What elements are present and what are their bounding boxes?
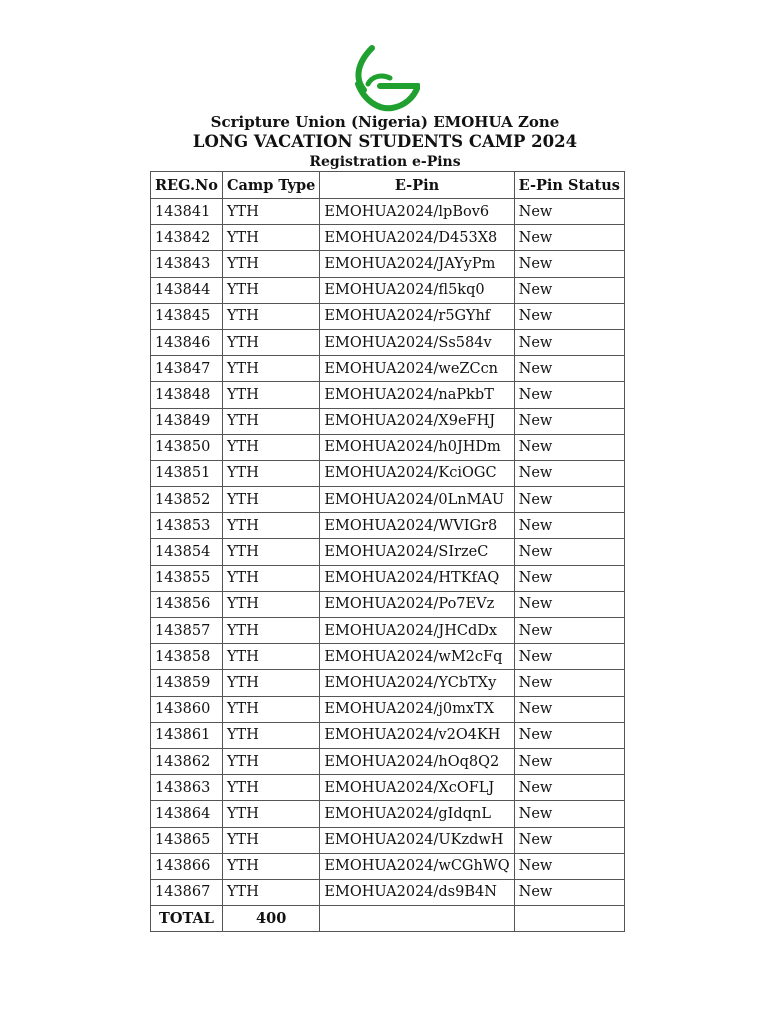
reg-no-cell: 143859	[151, 670, 223, 696]
table-row	[151, 591, 625, 617]
epin-cell: EMOHUA2024/X9eFHJ	[320, 408, 514, 434]
epin-cell: EMOHUA2024/j0mxTX	[320, 696, 514, 722]
reg-no-cell: 143847	[151, 356, 223, 382]
epin-status-cell: New	[514, 199, 624, 225]
camp-type-cell: YTH	[222, 696, 319, 722]
reg-no-cell: 143864	[151, 801, 223, 827]
epin-cell: EMOHUA2024/wCGhWQ	[320, 853, 514, 879]
total-value: 400	[222, 906, 319, 932]
document-header	[150, 113, 620, 172]
reg-no-cell: 143845	[151, 303, 223, 329]
table-row	[151, 225, 625, 251]
epin-status-cell: New	[514, 853, 624, 879]
camp-subtitle: Registration e-Pins	[309, 154, 461, 170]
epin-cell: EMOHUA2024/0LnMAU	[320, 487, 514, 513]
camp-type-cell: YTH	[222, 513, 319, 539]
table-row	[151, 748, 625, 774]
reg-no-cell: 143863	[151, 775, 223, 801]
epin-status-cell: New	[514, 513, 624, 539]
reg-no-cell: 143848	[151, 382, 223, 408]
table-row	[151, 329, 625, 355]
camp-type-cell: YTH	[222, 408, 319, 434]
reg-no-cell: 143865	[151, 827, 223, 853]
column-header-epin: E-Pin	[320, 172, 514, 199]
epin-status-cell: New	[514, 434, 624, 460]
camp-type-cell: YTH	[222, 853, 319, 879]
epin-status-cell: New	[514, 748, 624, 774]
organization-title: Scripture Union (Nigeria) EMOHUA Zone	[210, 113, 560, 131]
camp-type-cell: YTH	[222, 618, 319, 644]
camp-type-cell: YTH	[222, 801, 319, 827]
camp-type-cell: YTH	[222, 460, 319, 486]
epin-status-cell: New	[514, 251, 624, 277]
epin-status-cell: New	[514, 801, 624, 827]
camp-type-cell: YTH	[222, 356, 319, 382]
epin-table	[150, 171, 625, 932]
camp-type-cell: YTH	[222, 199, 319, 225]
reg-no-cell: 143853	[151, 513, 223, 539]
table-row	[151, 199, 625, 225]
epin-status-cell: New	[514, 827, 624, 853]
epin-cell: EMOHUA2024/SIrzeC	[320, 539, 514, 565]
epin-cell: EMOHUA2024/fl5kq0	[320, 277, 514, 303]
epin-cell: EMOHUA2024/r5GYhf	[320, 303, 514, 329]
epin-status-cell: New	[514, 565, 624, 591]
column-header-camp-type: Camp Type	[222, 172, 319, 199]
epin-cell: EMOHUA2024/h0JHDm	[320, 434, 514, 460]
epin-status-cell: New	[514, 382, 624, 408]
total-empty-cell	[320, 906, 514, 932]
epin-status-cell: New	[514, 591, 624, 617]
table-row	[151, 644, 625, 670]
reg-no-cell: 143850	[151, 434, 223, 460]
epin-cell: EMOHUA2024/WVIGr8	[320, 513, 514, 539]
camp-type-cell: YTH	[222, 539, 319, 565]
reg-no-cell: 143851	[151, 460, 223, 486]
camp-type-cell: YTH	[222, 434, 319, 460]
table-row	[151, 722, 625, 748]
reg-no-cell: 143858	[151, 644, 223, 670]
epin-cell: EMOHUA2024/Ss584v	[320, 329, 514, 355]
table-row	[151, 460, 625, 486]
camp-type-cell: YTH	[222, 382, 319, 408]
table-row	[151, 879, 625, 905]
reg-no-cell: 143857	[151, 618, 223, 644]
camp-type-cell: YTH	[222, 879, 319, 905]
total-row	[151, 906, 625, 932]
table-row	[151, 853, 625, 879]
epin-status-cell: New	[514, 539, 624, 565]
epin-status-cell: New	[514, 460, 624, 486]
camp-type-cell: YTH	[222, 644, 319, 670]
epin-cell: EMOHUA2024/wM2cFq	[320, 644, 514, 670]
epin-status-cell: New	[514, 277, 624, 303]
scripture-union-logo-icon	[350, 44, 420, 114]
camp-type-cell: YTH	[222, 225, 319, 251]
epin-status-cell: New	[514, 644, 624, 670]
reg-no-cell: 143852	[151, 487, 223, 513]
reg-no-cell: 143866	[151, 853, 223, 879]
camp-title	[150, 132, 620, 172]
epin-cell: EMOHUA2024/lpBov6	[320, 199, 514, 225]
table-row	[151, 827, 625, 853]
table-row	[151, 303, 625, 329]
camp-type-cell: YTH	[222, 748, 319, 774]
camp-type-cell: YTH	[222, 277, 319, 303]
table-body	[151, 199, 625, 906]
reg-no-cell: 143841	[151, 199, 223, 225]
epin-status-cell: New	[514, 879, 624, 905]
reg-no-cell: 143843	[151, 251, 223, 277]
epin-cell: EMOHUA2024/JHCdDx	[320, 618, 514, 644]
camp-type-cell: YTH	[222, 565, 319, 591]
table-row	[151, 618, 625, 644]
epin-status-cell: New	[514, 775, 624, 801]
reg-no-cell: 143849	[151, 408, 223, 434]
epin-cell: EMOHUA2024/naPkbT	[320, 382, 514, 408]
column-header-epin-status: E-Pin Status	[514, 172, 624, 199]
reg-no-cell: 143842	[151, 225, 223, 251]
camp-type-cell: YTH	[222, 329, 319, 355]
table-row	[151, 565, 625, 591]
table-header-row	[151, 172, 625, 199]
table-row	[151, 801, 625, 827]
table-row	[151, 382, 625, 408]
epin-cell: EMOHUA2024/v2O4KH	[320, 722, 514, 748]
epin-status-cell: New	[514, 487, 624, 513]
epin-status-cell: New	[514, 356, 624, 382]
table-row	[151, 696, 625, 722]
epin-cell: EMOHUA2024/gIdqnL	[320, 801, 514, 827]
camp-type-cell: YTH	[222, 670, 319, 696]
epin-status-cell: New	[514, 329, 624, 355]
column-header-reg-no: REG.No	[151, 172, 223, 199]
camp-type-cell: YTH	[222, 591, 319, 617]
table-row	[151, 356, 625, 382]
epin-cell: EMOHUA2024/weZCcn	[320, 356, 514, 382]
epin-status-cell: New	[514, 722, 624, 748]
table-row	[151, 775, 625, 801]
total-empty-cell	[514, 906, 624, 932]
reg-no-cell: 143860	[151, 696, 223, 722]
reg-no-cell: 143844	[151, 277, 223, 303]
camp-type-cell: YTH	[222, 722, 319, 748]
table-row	[151, 251, 625, 277]
epin-cell: EMOHUA2024/D453X8	[320, 225, 514, 251]
reg-no-cell: 143856	[151, 591, 223, 617]
reg-no-cell: 143867	[151, 879, 223, 905]
reg-no-cell: 143861	[151, 722, 223, 748]
epin-status-cell: New	[514, 696, 624, 722]
epin-cell: EMOHUA2024/XcOFLJ	[320, 775, 514, 801]
epin-status-cell: New	[514, 408, 624, 434]
camp-type-cell: YTH	[222, 775, 319, 801]
total-label: TOTAL	[151, 906, 223, 932]
camp-name: LONG VACATION STUDENTS CAMP 2024	[192, 132, 578, 151]
epin-cell: EMOHUA2024/KciOGC	[320, 460, 514, 486]
reg-no-cell: 143862	[151, 748, 223, 774]
epin-cell: EMOHUA2024/JAYyPm	[320, 251, 514, 277]
camp-type-cell: YTH	[222, 303, 319, 329]
table-row	[151, 670, 625, 696]
epin-status-cell: New	[514, 618, 624, 644]
camp-type-cell: YTH	[222, 251, 319, 277]
reg-no-cell: 143855	[151, 565, 223, 591]
reg-no-cell: 143846	[151, 329, 223, 355]
epin-cell: EMOHUA2024/HTKfAQ	[320, 565, 514, 591]
table-row	[151, 487, 625, 513]
table-row	[151, 434, 625, 460]
table-row	[151, 277, 625, 303]
epin-cell: EMOHUA2024/UKzdwH	[320, 827, 514, 853]
epin-status-cell: New	[514, 225, 624, 251]
epin-status-cell: New	[514, 303, 624, 329]
epin-cell: EMOHUA2024/hOq8Q2	[320, 748, 514, 774]
epin-cell: EMOHUA2024/Po7EVz	[320, 591, 514, 617]
camp-type-cell: YTH	[222, 827, 319, 853]
table-row	[151, 513, 625, 539]
epin-status-cell: New	[514, 670, 624, 696]
epin-cell: EMOHUA2024/ds9B4N	[320, 879, 514, 905]
table-row	[151, 539, 625, 565]
epin-cell: EMOHUA2024/YCbTXy	[320, 670, 514, 696]
table-row	[151, 408, 625, 434]
reg-no-cell: 143854	[151, 539, 223, 565]
camp-type-cell: YTH	[222, 487, 319, 513]
